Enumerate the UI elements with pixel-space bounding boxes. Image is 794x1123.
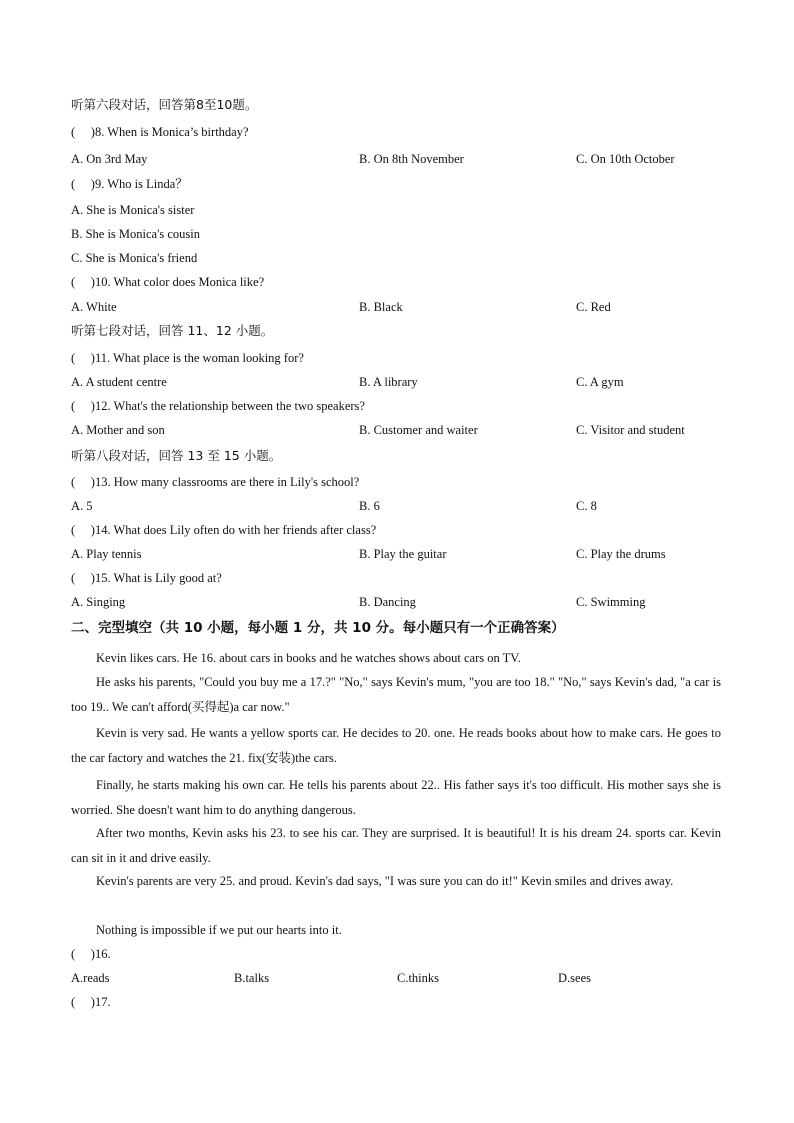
section-6-heading: 听第六段对话，回答第8至10题。 [71, 97, 258, 112]
question-15-stem: ( )15. What is Lily good at? [71, 571, 222, 585]
question-12-stem: ( )12. What's the relationship between the two speakers? [71, 399, 365, 413]
option-a[interactable]: A. Play tennis [71, 547, 142, 561]
question-16-options [71, 969, 721, 987]
cloze-paragraph-3: Kevin is very sad. He wants a yellow sports car. He decides to 20. one. He reads books about how to make cars. He goes to the car factory and watches the 21. fix(安装)the cars. [71, 726, 721, 765]
cloze-paragraph-4: Finally, he starts making his own car. He tells his parents about 22.. His father says it's too difficult. His mother says she is worried. She doesn't want him to do anything dangerous. [71, 778, 721, 817]
question-15-options [71, 593, 721, 611]
section-8-heading: 听第八段对话，回答 13 至 15 小题。 [71, 448, 282, 463]
question-8-options [71, 150, 721, 168]
question-13-stem: ( )13. How many classrooms are there in Lily's school? [71, 475, 360, 489]
option-b[interactable]: B. Customer and waiter [359, 423, 478, 437]
cloze-paragraph-1: Kevin likes cars. He 16. about cars in books and he watches shows about cars on TV. [96, 651, 521, 665]
question-12-options [71, 421, 721, 439]
question-14-stem: ( )14. What does Lily often do with her friends after class? [71, 523, 377, 537]
option-a[interactable]: A. Mother and son [71, 423, 165, 437]
option-a[interactable]: A. Singing [71, 595, 126, 609]
cloze-paragraph-6: Kevin's parents are very 25. and proud. Kevin's dad says, "I was sure you can do it!" Kevin smiles and drives away. [96, 874, 674, 888]
question-13-options [71, 497, 721, 515]
question-10-stem: ( )10. What color does Monica like? [71, 275, 265, 289]
option-c[interactable]: C.thinks [397, 971, 440, 985]
option-b[interactable]: B. On 8th November [359, 152, 464, 166]
option-c[interactable]: C. Swimming [576, 595, 646, 609]
section-7-heading: 听第七段对话，回答 11、12 小题。 [71, 323, 274, 338]
option-a[interactable]: A. A student centre [71, 375, 167, 389]
question-9-stem: ( )9. Who is Linda？ [71, 177, 188, 191]
option-c[interactable]: C. Red [576, 300, 611, 314]
question-16-stem: ( )16. [71, 947, 111, 961]
question-11-stem: ( )11. What place is the woman looking for? [71, 351, 304, 365]
option-a[interactable]: A. White [71, 300, 117, 314]
option-b[interactable]: B. Black [359, 300, 403, 314]
question-9-option-a[interactable]: A. She is Monica's sister [71, 203, 195, 217]
question-9-option-c[interactable]: C. She is Monica's friend [71, 251, 198, 265]
option-a[interactable]: A.reads [71, 971, 110, 985]
option-c[interactable]: C. On 10th October [576, 152, 675, 166]
question-8-stem: ( )8. When is Monica’s birthday? [71, 125, 249, 139]
option-c[interactable]: C. A gym [576, 375, 624, 389]
question-11-options [71, 373, 721, 391]
option-c[interactable]: C. 8 [576, 499, 597, 513]
option-a[interactable]: A. On 3rd May [71, 152, 148, 166]
option-b[interactable]: B.talks [234, 971, 270, 985]
option-b[interactable]: B. A library [359, 375, 418, 389]
question-17-stem: ( )17. [71, 995, 111, 1009]
option-d[interactable]: D.sees [558, 971, 591, 985]
section-cloze-title: 二、完型填空（共 10 小题，每小题 1 分，共 10 分。每小题只有一个正确答案） [71, 620, 565, 636]
question-9-option-b[interactable]: B. She is Monica's cousin [71, 227, 200, 241]
option-b[interactable]: B. 6 [359, 499, 380, 513]
option-c[interactable]: C. Visitor and student [576, 423, 685, 437]
cloze-paragraph-2: He asks his parents, "Could you buy me a 17.?" "No," says Kevin's mum, "you are too 18." "No," says Kevin's dad, "a car is too 19.. We can't afford(买得起)a car now." [71, 675, 721, 714]
question-10-options [71, 298, 721, 316]
option-c[interactable]: C. Play the drums [576, 547, 666, 561]
option-b[interactable]: B. Dancing [359, 595, 416, 609]
cloze-paragraph-7: Nothing is impossible if we put our hearts into it. [96, 923, 342, 937]
cloze-paragraph-5: After two months, Kevin asks his 23. to see his car. They are surprised. It is beautiful! It is his dream 24. sports car. Kevin can sit in it and drive easily. [71, 826, 721, 865]
option-a[interactable]: A. 5 [71, 499, 93, 513]
option-b[interactable]: B. Play the guitar [359, 547, 447, 561]
question-14-options [71, 545, 721, 563]
